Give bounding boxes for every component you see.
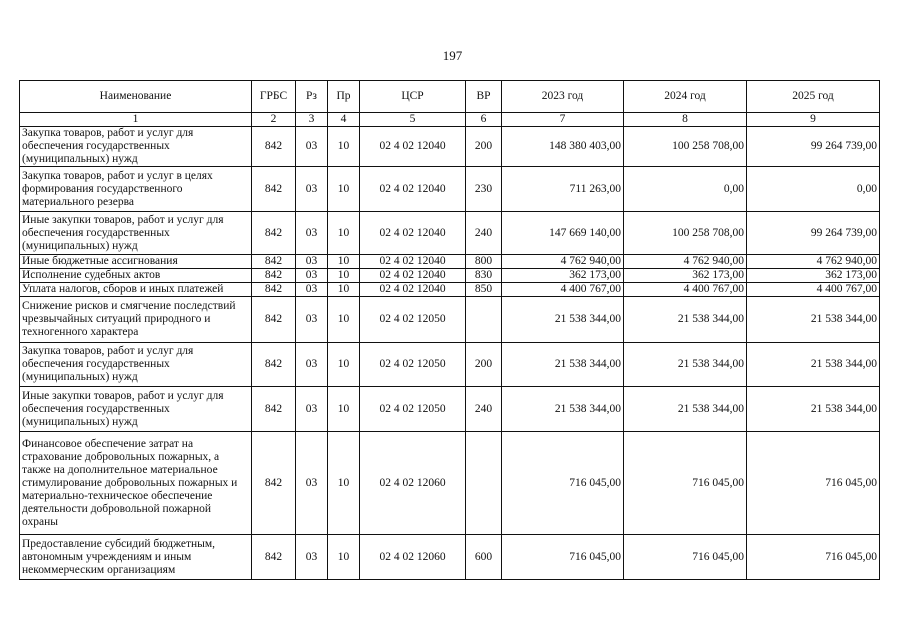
header-2024: 2024 год	[624, 81, 747, 113]
row-rz: 03	[296, 387, 328, 432]
row-amount-2025: 99 264 739,00	[747, 212, 880, 255]
row-pr: 10	[328, 269, 360, 283]
row-rz: 03	[296, 167, 328, 212]
table-row	[20, 535, 880, 580]
row-vr: 240	[466, 212, 502, 255]
row-csr: 02 4 02 12060	[360, 432, 466, 535]
row-rz: 03	[296, 283, 328, 297]
table-row	[20, 269, 880, 283]
table-row	[20, 127, 880, 167]
row-amount-2024: 21 538 344,00	[624, 387, 747, 432]
row-name: Предоставление субсидий бюджетным, автономным учреждениям и иным некоммерческим организациям	[20, 535, 252, 580]
row-grbs: 842	[252, 432, 296, 535]
row-amount-2023: 21 538 344,00	[502, 387, 624, 432]
page-number: 197	[442, 48, 463, 63]
row-grbs: 842	[252, 343, 296, 387]
row-amount-2023: 716 045,00	[502, 535, 624, 580]
header-2023: 2023 год	[502, 81, 624, 113]
row-csr: 02 4 02 12050	[360, 343, 466, 387]
row-csr: 02 4 02 12050	[360, 387, 466, 432]
row-vr: 230	[466, 167, 502, 212]
row-pr: 10	[328, 127, 360, 167]
row-amount-2025: 21 538 344,00	[747, 387, 880, 432]
column-number: 7	[502, 113, 624, 127]
row-name: Снижение рисков и смягчение последствий чрезвычайных ситуаций природного и техногенного характера	[20, 297, 252, 343]
row-pr: 10	[328, 167, 360, 212]
table-row	[20, 297, 880, 343]
row-amount-2024: 716 045,00	[624, 535, 747, 580]
table-body	[20, 113, 880, 580]
row-rz: 03	[296, 432, 328, 535]
row-csr: 02 4 02 12040	[360, 283, 466, 297]
row-vr: 850	[466, 283, 502, 297]
header-vr: ВР	[466, 81, 502, 113]
table-row	[20, 212, 880, 255]
row-name: Финансовое обеспечение затрат на страхование добровольных пожарных, а также на дополнительное материальное стимулирование добровольных пожарных и материально-техническое обеспечение деятельности добровольной пожарной охраны	[20, 432, 252, 535]
row-pr: 10	[328, 255, 360, 269]
row-amount-2023: 711 263,00	[502, 167, 624, 212]
row-amount-2023: 147 669 140,00	[502, 212, 624, 255]
row-grbs: 842	[252, 255, 296, 269]
row-amount-2023: 21 538 344,00	[502, 343, 624, 387]
row-csr: 02 4 02 12060	[360, 535, 466, 580]
row-amount-2024: 21 538 344,00	[624, 297, 747, 343]
row-amount-2024: 21 538 344,00	[624, 343, 747, 387]
row-vr	[466, 432, 502, 535]
column-number: 5	[360, 113, 466, 127]
row-name: Иные закупки товаров, работ и услуг для обеспечения государственных (муниципальных) нужд	[20, 212, 252, 255]
row-pr: 10	[328, 387, 360, 432]
row-name: Иные бюджетные ассигнования	[20, 255, 252, 269]
row-amount-2025: 4 762 940,00	[747, 255, 880, 269]
row-amount-2023: 148 380 403,00	[502, 127, 624, 167]
row-rz: 03	[296, 127, 328, 167]
column-number: 1	[20, 113, 252, 127]
header-rz: Рз	[296, 81, 328, 113]
column-numbers-row	[20, 113, 880, 127]
row-pr: 10	[328, 343, 360, 387]
row-rz: 03	[296, 343, 328, 387]
row-vr: 200	[466, 343, 502, 387]
row-name: Уплата налогов, сборов и иных платежей	[20, 283, 252, 297]
row-amount-2025: 21 538 344,00	[747, 297, 880, 343]
row-amount-2024: 4 400 767,00	[624, 283, 747, 297]
row-rz: 03	[296, 212, 328, 255]
row-amount-2025: 99 264 739,00	[747, 127, 880, 167]
row-grbs: 842	[252, 387, 296, 432]
header-grbs: ГРБС	[252, 81, 296, 113]
row-grbs: 842	[252, 535, 296, 580]
column-number: 4	[328, 113, 360, 127]
row-amount-2025: 21 538 344,00	[747, 343, 880, 387]
row-name: Закупка товаров, работ и услуг в целях формирования государственного материального резерва	[20, 167, 252, 212]
row-pr: 10	[328, 432, 360, 535]
row-amount-2023: 716 045,00	[502, 432, 624, 535]
row-csr: 02 4 02 12050	[360, 297, 466, 343]
column-number: 8	[624, 113, 747, 127]
header-pr: Пр	[328, 81, 360, 113]
row-vr: 600	[466, 535, 502, 580]
table-header	[20, 81, 880, 113]
table-row	[20, 167, 880, 212]
row-amount-2025: 362 173,00	[747, 269, 880, 283]
row-rz: 03	[296, 297, 328, 343]
row-csr: 02 4 02 12040	[360, 212, 466, 255]
table-row	[20, 255, 880, 269]
row-vr: 200	[466, 127, 502, 167]
row-amount-2025: 0,00	[747, 167, 880, 212]
row-csr: 02 4 02 12040	[360, 269, 466, 283]
row-rz: 03	[296, 535, 328, 580]
column-number: 6	[466, 113, 502, 127]
table-row	[20, 432, 880, 535]
row-amount-2024: 362 173,00	[624, 269, 747, 283]
row-csr: 02 4 02 12040	[360, 255, 466, 269]
row-grbs: 842	[252, 167, 296, 212]
header-csr: ЦСР	[360, 81, 466, 113]
row-pr: 10	[328, 283, 360, 297]
table-row	[20, 387, 880, 432]
row-amount-2025: 4 400 767,00	[747, 283, 880, 297]
row-amount-2023: 4 762 940,00	[502, 255, 624, 269]
row-amount-2025: 716 045,00	[747, 432, 880, 535]
row-rz: 03	[296, 269, 328, 283]
row-vr	[466, 297, 502, 343]
column-number: 9	[747, 113, 880, 127]
row-name: Иные закупки товаров, работ и услуг для обеспечения государственных (муниципальных) нужд	[20, 387, 252, 432]
row-pr: 10	[328, 212, 360, 255]
row-csr: 02 4 02 12040	[360, 127, 466, 167]
header-2025: 2025 год	[747, 81, 880, 113]
row-grbs: 842	[252, 212, 296, 255]
table-row	[20, 343, 880, 387]
row-amount-2024: 100 258 708,00	[624, 127, 747, 167]
row-amount-2024: 100 258 708,00	[624, 212, 747, 255]
row-name: Закупка товаров, работ и услуг для обеспечения государственных (муниципальных) нужд	[20, 127, 252, 167]
row-grbs: 842	[252, 127, 296, 167]
row-name: Закупка товаров, работ и услуг для обеспечения государственных (муниципальных) нужд	[20, 343, 252, 387]
row-amount-2023: 362 173,00	[502, 269, 624, 283]
table-row	[20, 283, 880, 297]
row-vr: 800	[466, 255, 502, 269]
row-amount-2023: 21 538 344,00	[502, 297, 624, 343]
row-name: Исполнение судебных актов	[20, 269, 252, 283]
row-amount-2025: 716 045,00	[747, 535, 880, 580]
row-amount-2023: 4 400 767,00	[502, 283, 624, 297]
row-csr: 02 4 02 12040	[360, 167, 466, 212]
header-name: Наименование	[20, 81, 252, 113]
column-number: 3	[296, 113, 328, 127]
row-amount-2024: 716 045,00	[624, 432, 747, 535]
budget-table	[19, 80, 880, 580]
row-grbs: 842	[252, 283, 296, 297]
row-grbs: 842	[252, 269, 296, 283]
row-amount-2024: 0,00	[624, 167, 747, 212]
row-vr: 240	[466, 387, 502, 432]
column-number: 2	[252, 113, 296, 127]
row-pr: 10	[328, 535, 360, 580]
row-grbs: 842	[252, 297, 296, 343]
row-rz: 03	[296, 255, 328, 269]
row-pr: 10	[328, 297, 360, 343]
row-vr: 830	[466, 269, 502, 283]
row-amount-2024: 4 762 940,00	[624, 255, 747, 269]
